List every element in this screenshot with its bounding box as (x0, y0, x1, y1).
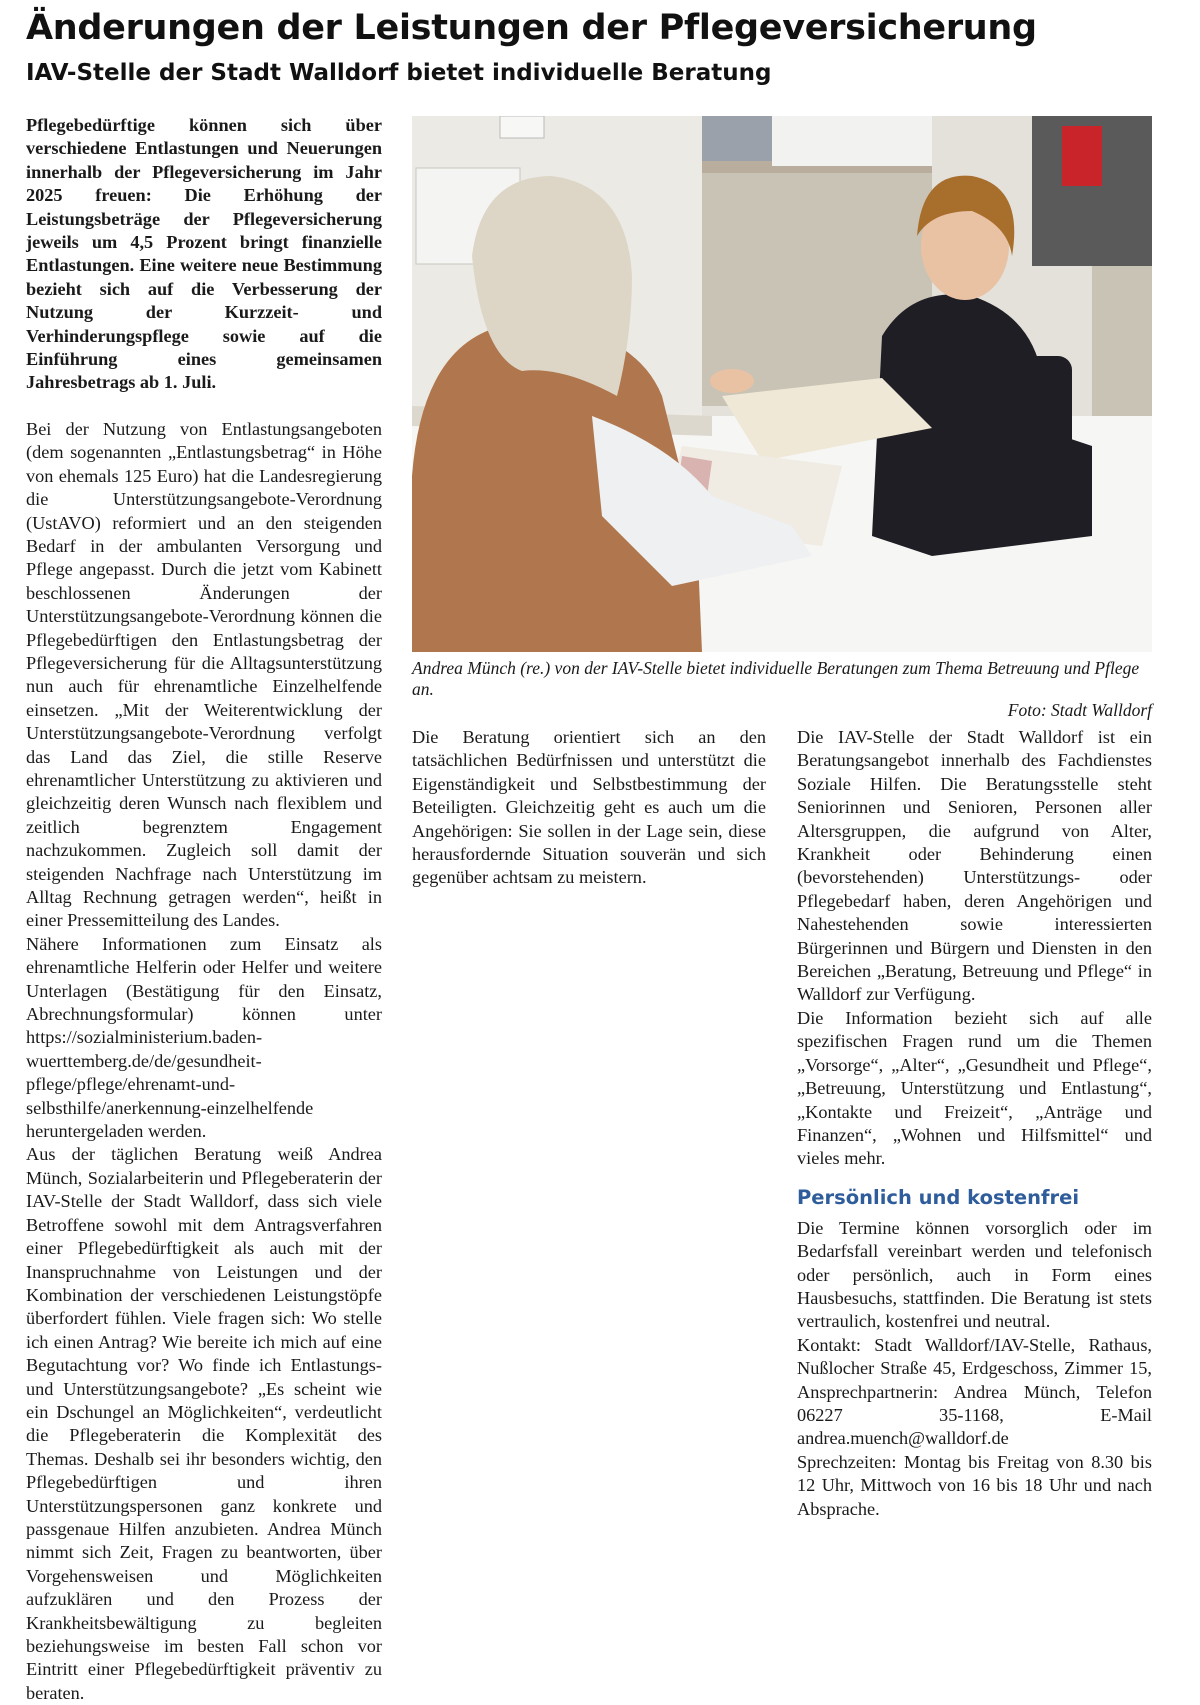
paragraph-beratung-alltag (26, 1143, 382, 1705)
lead-paragraph: Pflegebedürftige können sich über verschiedene Entlastungen und Neuerungen innerhalb der Pflegeversicherung im Jahr 2025 freuen: Die Erhöhung der Leistungsbeträge der Pflegeversicherung jeweils um 4,5 Prozent bringt finanzielle Entlastungen. Eine weitere neue Bestimmung bezieht sich auf die Verbesserung der Nutzung der Kurzzeit- und Verhinderungspflege sowie auf die Einführung eines gemeinsamen Jahresbetrags ab 1. Juli. (26, 115, 382, 393)
caption-text: Andrea Münch (re.) von der IAV-Stelle bietet individuelle Beratungen zum Thema Betreuung und Pflege an. (412, 658, 1140, 699)
photo-label (500, 116, 544, 138)
article-subheadline: IAV-Stelle der Stadt Walldorf bietet individuelle Beratung (26, 60, 772, 86)
paragraph-entlastungsbetrag: Bei der Nutzung von Entlastungsangeboten (dem sogenannten „Entlastungsbetrag“ in Höhe von ehemals 125 Euro) hat die Landesregierung die Unterstützungsangebote-Verordnung (UstAVO) reformiert und an den steigenden Bedarf in der ambulanten Versorgung und Pflege angepasst. Durch die jetzt vom Kabinett beschlossenen Änderungen der Unterstützungsangebote-Verordnung können die Pflegebedürftigen den Entlastungsbetrag der Pflegeversicherung für die Alltagsunterstützung nun auch für ehrenamtliche Einzelhelfende einsetzen. „Mit der Weiterentwicklung der Unterstützungsangebote-Verordnung verfolgt das Land das Ziel, die stille Reserve ehrenamtlicher Unterstützung zu aktivieren und gleichzeitig deren Wunsch nach flexiblem und zeitlich begrenztem Engagement nachzukommen. Zugleich soll damit der steigenden Nachfrage nach Unterstützung im Alltag Rechnung getragen werden“, heißt in einer Pressemitteilung des Landes. (26, 418, 382, 931)
photo-illustration (412, 116, 1152, 652)
photo-caption (412, 658, 1152, 721)
photo-woman-right-arm (1012, 356, 1072, 496)
section-heading: Persönlich und kostenfrei (797, 1185, 1080, 1209)
paragraph-themen: Die Information bezieht sich auf alle spezifischen Fragen rund um die Themen „Vorsorge“, „Alter“, „Gesundheit und Pflege“, „Betreuung, Unterstützung und Entlastung“, „Kontakte und Freizeit“, „Anträge und Finanzen“, „Wohnen und Hilfsmittel“ und vieles mehr. (797, 1007, 1152, 1169)
article-headline: Änderungen der Leistungen der Pflegeversicherung (26, 8, 1037, 48)
text-column-1 (26, 114, 382, 1705)
office-hours: Sprechzeiten: Montag bis Freitag von 8.30 bis 12 Uhr, Mittwoch von 16 bis 18 Uhr und nach Absprache. (797, 1451, 1152, 1519)
photo-red-box (1062, 126, 1102, 186)
paragraph-beratung-orientierung: Die Beratung orientiert sich an den tatsächlichen Bedürfnissen und unterstützt die Eigenständigkeit und Selbstbestimmung der Beteiligten. Gleichzeitig geht es auch um die Angehörigen: Sie sollen in der Lage sein, diese herausfordernde Situation souverän und sich gegenüber achtsam zu meistern. (412, 727, 766, 888)
contact-info: Kontakt: Stadt Walldorf/IAV-Stelle, Rathaus, Nußlocher Straße 45, Erdgeschoss, Zimmer 15, Ansprechpartnerin: Andrea Münch, Telefon 06227 35-1168, E-Mail andrea.muench@walldorf.de (797, 1334, 1152, 1449)
article-photo (412, 116, 1152, 652)
photo-desk-items (702, 116, 772, 161)
photo-credit: Foto: Stadt Walldorf (1007, 700, 1152, 720)
photo-paper-stack (772, 116, 932, 166)
text-column-2 (412, 726, 766, 890)
paragraph-beratung-alltag-text: Aus der täglichen Beratung weiß Andrea Münch, Sozialarbeiterin und Pflegeberaterin der IAV-Stelle der Stadt Walldorf, dass sich viele Betroffene sowohl mit dem Antragsverfahren einer Pflegebedürftigkeit als auch mit der Inanspruchnahme von Leistungen und der Kombination der verschiedenen Leistungstöpfe überfordert fühlen. Viele fragen sich: Wo stelle ich einen Antrag? Wie bereite ich mich auf eine Begutachtung vor? Wo finde ich Entlastungs- und Unterstützungsangebote? „Es scheint wie ein Dschungel an Möglichkeiten“, verdeutlicht die Pflegeberaterin die Komplexität des Themas. Deshalb sei ihr besonders wichtig, den Pflegebedürftigen und ihren Unterstützungspersonen ganz konkrete und passgenaue Hilfen anzubieten. Andrea Münch nimmt sich Zeit, Fragen zu beantworten, über Vorgehensweisen und Möglichkeiten aufzuklären und den Prozess der Krankheitsbewältigung zu begleiten beziehungsweise im besten Fall schon vor Eintritt einer Pflegebedürftigkeit präventiv zu beraten. (26, 1144, 382, 1703)
photo-hand (710, 369, 754, 393)
paragraph-informationen: Nähere Informationen zum Einsatz als ehrenamtliche Helferin oder Helfer und weitere Unterlagen (Bestätigung für den Einsatz, Abrechnungsformular) können unter https://sozialministerium.baden-wuerttemberg.de/de/gesundheit-pflege/pflege/ehrenamt-und-selbsthilfe/anerkennung-einzelhelfende heruntergeladen werden. (26, 933, 382, 1142)
paragraph-iav-stelle: Die IAV-Stelle der Stadt Walldorf ist ein Beratungsangebot innerhalb des Fachdienstes Soziale Hilfen. Die Beratungsstelle steht Seniorinnen und Senioren, Personen aller Altersgruppen, die aufgrund von Alter, Krankheit oder Behinderung einen (bevorstehenden) Unterstützungs- oder Pflegebedarf haben, deren Angehörigen und Nahestehenden sowie interessierten Bürgerinnen und Bürgern und Diensten in den Bereichen „Beratung, Betreuung und Pflege“ in Walldorf zur Verfügung. (797, 727, 1152, 1005)
text-column-3 (797, 726, 1152, 1521)
paragraph-termine: Die Termine können vorsorglich oder im Bedarfsfall vereinbart werden und telefonisch oder persönlich, auch in Form eines Hausbesuchs, stattfinden. Die Beratung ist stets vertraulich, kostenfrei und neutral. (797, 1217, 1152, 1332)
